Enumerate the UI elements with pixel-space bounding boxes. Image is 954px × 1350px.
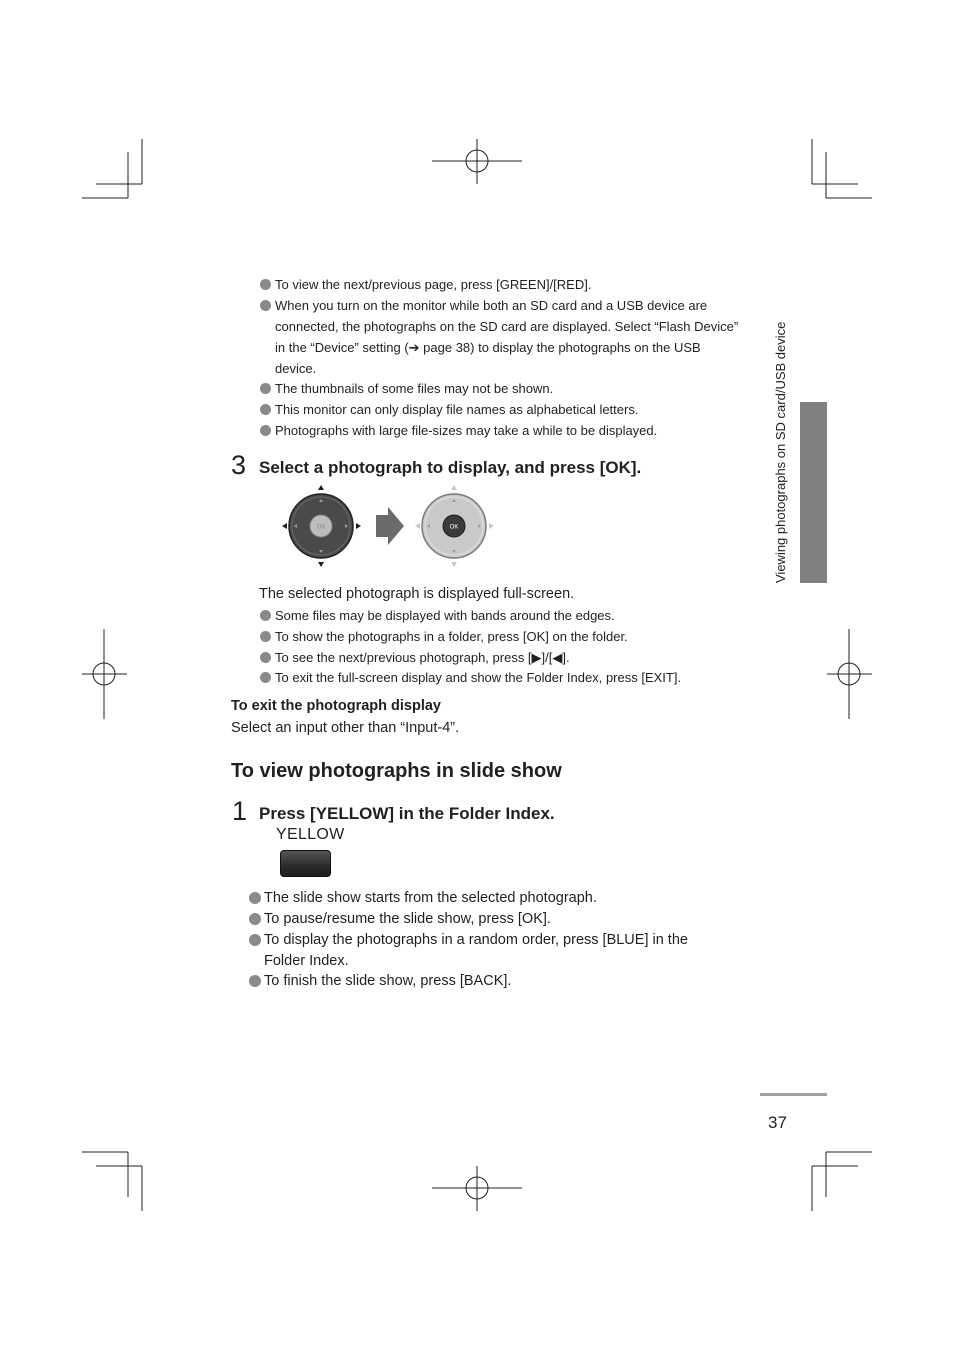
bullet-icon — [260, 631, 271, 642]
note-item: The slide show starts from the selected photograph. — [249, 888, 719, 909]
dpad-before-icon — [282, 485, 361, 567]
exit-heading: To exit the photograph display — [231, 698, 441, 714]
bullet-icon — [260, 279, 271, 290]
bullet-icon — [260, 652, 271, 663]
note-item: To see the next/previous photograph, press [▶]/[◀]. — [260, 647, 745, 668]
exit-text: Select an input other than “Input-4”. — [231, 720, 460, 736]
bullet-icon — [260, 672, 271, 683]
bullet-icon — [260, 425, 271, 436]
bullet-icon — [260, 383, 271, 394]
step-number: 3 — [231, 450, 247, 480]
note-item: When you turn on the monitor while both an SD card and a USB device are connected, the photographs on the SD card are displayed. Select “Flash Device” in the “Device” setting (➔ page 38) to display the photographs on the USB device. — [260, 295, 745, 379]
step-title: Press [YELLOW] in the Folder Index. — [259, 804, 555, 823]
bullet-icon — [249, 892, 261, 904]
section-heading: To view photographs in slide show — [231, 760, 562, 782]
svg-text:OK: OK — [316, 524, 326, 531]
yellow-button-label: YELLOW — [276, 826, 345, 843]
remote-diagram — [276, 482, 501, 572]
note-item: Some files may be displayed with bands around the edges. — [260, 605, 745, 626]
dpad-after-icon — [415, 485, 494, 567]
note-item: To exit the full-screen display and show the Folder Index, press [EXIT]. — [260, 667, 745, 688]
note-item: To finish the slide show, press [BACK]. — [249, 971, 719, 992]
bullet-icon — [260, 404, 271, 415]
chapter-tab — [800, 402, 827, 583]
step-number: 1 — [232, 796, 248, 826]
note-item: To view the next/previous page, press [GREEN]/[RED]. — [260, 274, 745, 295]
bullet-icon — [260, 610, 271, 621]
note-item: The thumbnails of some files may not be shown. — [260, 378, 745, 399]
bullet-icon — [249, 975, 261, 987]
arrow-right-icon — [376, 507, 404, 545]
note-item: Photographs with large file-sizes may take a while to be displayed. — [260, 420, 745, 441]
page-number: 37 — [768, 1113, 787, 1132]
chapter-label: Viewing photographs on SD card/USB device — [773, 321, 788, 583]
page-number-rule — [760, 1093, 827, 1096]
step-result: The selected photograph is displayed full-screen. — [259, 586, 575, 602]
bullet-icon — [249, 913, 261, 925]
bullet-icon — [260, 300, 271, 311]
svg-text:OK: OK — [449, 524, 459, 531]
bullet-icon — [249, 934, 261, 946]
step-title: Select a photograph to display, and press [OK]. — [259, 458, 642, 477]
yellow-button-icon — [280, 850, 331, 877]
note-item: To pause/resume the slide show, press [OK]. — [249, 909, 719, 930]
note-item: To show the photographs in a folder, press [OK] on the folder. — [260, 626, 745, 647]
note-item: To display the photographs in a random order, press [BLUE] in the Folder Index. — [249, 930, 719, 972]
note-item: This monitor can only display file names as alphabetical letters. — [260, 399, 745, 420]
